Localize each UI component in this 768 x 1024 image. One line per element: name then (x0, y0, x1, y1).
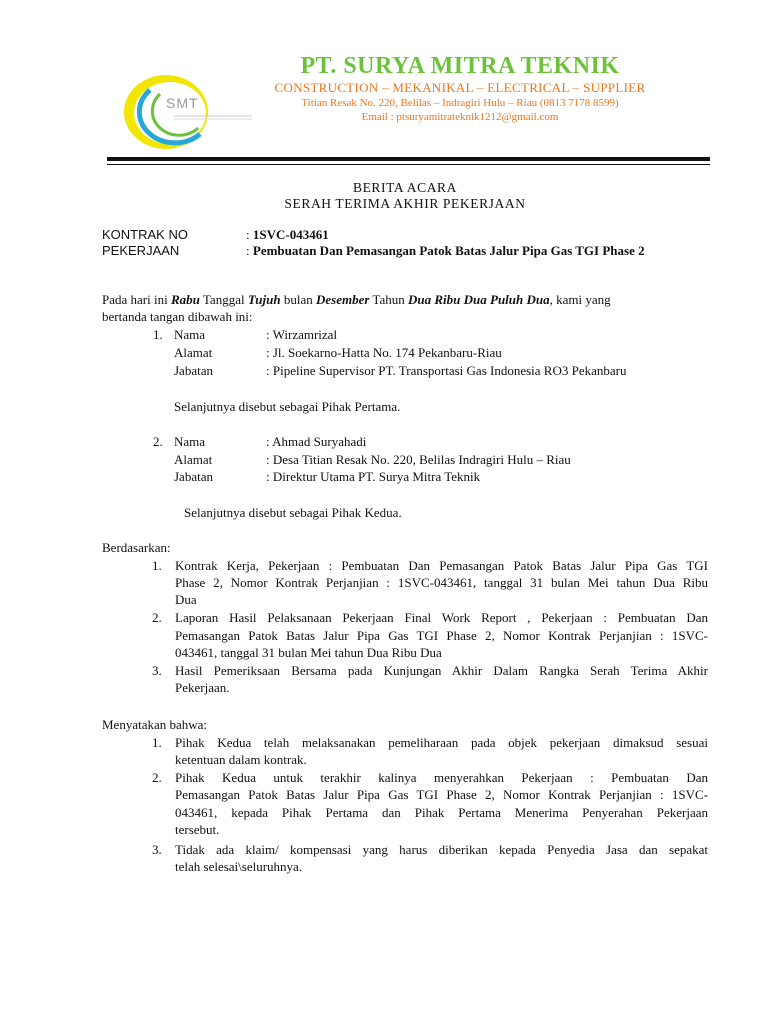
letterhead-block (250, 52, 670, 124)
berdasarkan-item-3-line: Pekerjaan. (175, 680, 230, 695)
menyatakan-item-3-number: 3. (152, 842, 162, 857)
berdasarkan-item-1-line: Kontrak Kerja, Pekerjaan : Pembuatan Dan Pemasangan Patok Batas Jalur Pipa Gas TGI (175, 558, 708, 573)
company-address: Titian Resak No. 220, Belilas – Indragiri Hulu – Riau (0813 7178 8599) (301, 97, 619, 109)
party1-alamat-label: Alamat (174, 345, 213, 360)
menyatakan-item-3-line: Tidak ada klaim/ kompensasi yang harus diberikan kepada Penyedia Jasa dan sepakat (175, 842, 708, 857)
party1-jabatan: : Pipeline Supervisor PT. Transportasi Gas Indonesia RO3 Pekanbaru (266, 363, 627, 378)
menyatakan-item-1-number: 1. (152, 735, 162, 750)
header-divider-thick (107, 157, 710, 161)
berdasarkan-item-3-line: Hasil Pemeriksaan Bersama pada Kunjungan Akhir Dalam Rangka Serah Terima Akhir (175, 663, 708, 678)
menyatakan-item-2-number: 2. (152, 770, 162, 785)
company-email: Email : ptsuryamitrateknik1212@gmail.com (361, 111, 559, 123)
company-tagline: CONSTRUCTION – MEKANIKAL – ELECTRICAL – SUPPLIER (274, 80, 646, 95)
berdasarkan-item-2-line: Pemasangan Patok Batas Jalur Pipa Gas TGI Phase 2, Nomor Kontrak Perjanjian : 1SVC- (175, 628, 708, 643)
party2-alamat-label: Alamat (174, 452, 213, 467)
menyatakan-item-1-line: Pihak Kedua telah melaksanakan pemeliharaan pada objek pekerjaan dimaksud sesuai (175, 735, 708, 750)
doc-title-line2: SERAH TERIMA AKHIR PEKERJAAN (284, 196, 526, 211)
berdasarkan-item-2-line: 043461, tanggal 31 bulan Mei tahun Dua Ribu Dua (175, 645, 442, 660)
party2-jabatan-label: Jabatan (174, 469, 213, 484)
party2-number: 2. (153, 434, 163, 449)
berdasarkan-heading: Berdasarkan: (102, 540, 171, 555)
berdasarkan-item-1-number: 1. (152, 558, 162, 573)
party1-nama: : Wirzamrizal (266, 327, 338, 342)
berdasarkan-item-1-line: Dua (175, 592, 197, 607)
company-logo (120, 72, 260, 152)
party1-number: 1. (153, 327, 163, 342)
party2-jabatan: : Direktur Utama PT. Surya Mitra Teknik (266, 469, 481, 484)
opening-line1: Pada hari ini Rabu Tanggal Tujuh bulan Desember Tahun Dua Ribu Dua Puluh Dua, kami yang (102, 292, 611, 307)
kontrak-label: KONTRAK NO (102, 227, 188, 242)
party1-jabatan-label: Jabatan (174, 363, 213, 378)
berdasarkan-item-3-number: 3. (152, 663, 162, 678)
berdasarkan-item-2-number: 2. (152, 610, 162, 625)
pekerjaan-label: PEKERJAAN (102, 243, 180, 258)
menyatakan-item-3-line: telah selesai\seluruhnya. (175, 859, 303, 874)
company-name: PT. SURYA MITRA TEKNIK (300, 53, 620, 79)
menyatakan-item-1-line: ketentuan dalam kontrak. (175, 752, 307, 767)
party1-nama-label: Nama (174, 327, 206, 342)
party2-note: Selanjutnya disebut sebagai Pihak Kedua. (184, 505, 402, 520)
menyatakan-heading: Menyatakan bahwa: (102, 717, 208, 732)
party2-nama: : Ahmad Suryahadi (266, 434, 367, 449)
doc-title-line1: BERITA ACARA (352, 180, 457, 195)
opening-line2: bertanda tangan dibawah ini: (102, 309, 253, 324)
party1-note: Selanjutnya disebut sebagai Pihak Pertama. (174, 399, 401, 414)
header-divider-thin (107, 164, 710, 165)
party1-alamat: : Jl. Soekarno-Hatta No. 174 Pekanbaru-Riau (266, 345, 502, 360)
kontrak-value: : 1SVC-043461 (246, 227, 329, 242)
menyatakan-item-2-line: 043461, kepada Pihak Pertama dan Pihak Pertama Menerima Penyerahan Pekerjaan (175, 805, 708, 820)
berdasarkan-item-1-line: Phase 2, Nomor Kontrak Perjanjian : 1SVC-043461, tanggal 31 bulan Mei tahun Dua Ribu (175, 575, 708, 590)
party2-alamat: : Desa Titian Resak No. 220, Belilas Indragiri Hulu – Riau (266, 452, 571, 467)
logo-text: SMT (166, 95, 199, 111)
menyatakan-item-2-line: tersebut. (175, 822, 220, 837)
menyatakan-item-2-line: Pihak Kedua untuk terakhir kalinya menyerahkan Pekerjaan : Pembuatan Dan (175, 770, 708, 785)
menyatakan-item-2-line: Pemasangan Patok Batas Jalur Pipa Gas TGI Phase 2, Nomor Kontrak Perjanjian : 1SVC- (175, 787, 708, 802)
pekerjaan-value: : Pembuatan Dan Pemasangan Patok Batas Jalur Pipa Gas TGI Phase 2 (246, 243, 645, 258)
party2-nama-label: Nama (174, 434, 206, 449)
berdasarkan-item-2-line: Laporan Hasil Pelaksanaan Pekerjaan Final Work Report , Pekerjaan : Pembuatan Dan (175, 610, 708, 625)
